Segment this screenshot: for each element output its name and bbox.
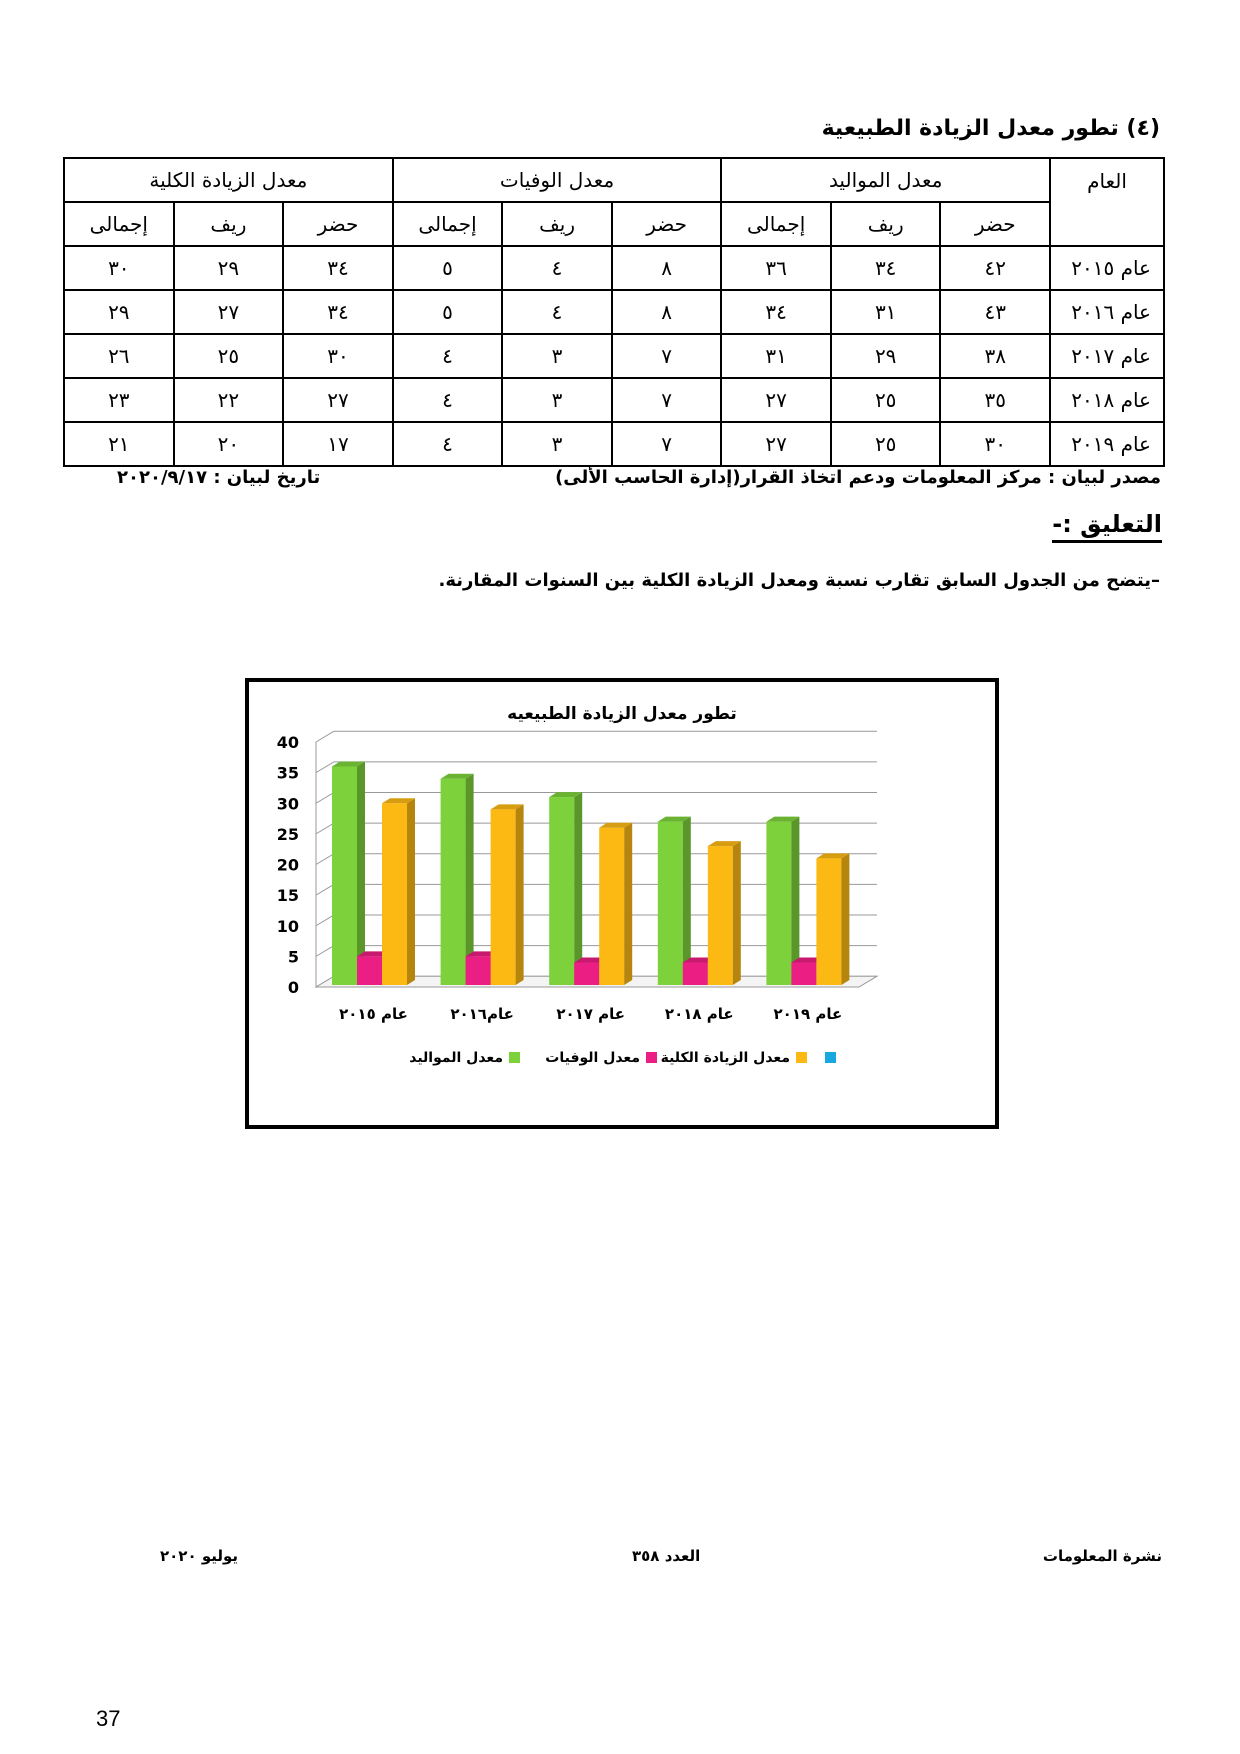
table-subheader-row [64,202,1164,246]
table-cell: ٨ [612,290,722,334]
chart-title: تطور معدل الزيادة الطبيعيه [507,704,737,724]
table-cell: ٤ [393,378,503,422]
grid-line [316,823,334,834]
bar-side [624,823,632,985]
table-cell: ٤ [502,290,612,334]
comment-text: –يتضح من الجدول السابق تقارب نسبة ومعدل الزيادة الكلية بين السنوات المقارنة. [438,570,1160,591]
table-cell: ٢٢ [174,378,284,422]
table-cell: ٤ [393,334,503,378]
row-year: عام ٢٠١٥ [1050,246,1164,290]
grid-line [316,915,334,926]
table-cell: ٧ [612,378,722,422]
footer-issue: العدد ٣٥٨ [632,1547,701,1565]
subheader-total: إجمالى [64,202,174,246]
legend-label: معدل المواليد [409,1050,503,1066]
y-tick-label: 40 [276,733,299,752]
grid-line [316,762,334,773]
table-row [64,290,1164,334]
group-header-births: معدل المواليد [721,158,1050,202]
table-cell: ٤٣ [940,290,1050,334]
table-cell: ٣٦ [721,246,831,290]
bar [658,817,691,985]
table-cell: ١٧ [283,422,393,466]
table-cell: ٧ [612,422,722,466]
subheader-urban: حضر [283,202,393,246]
subheader-urban: حضر [612,202,722,246]
bar [816,853,849,985]
subheader-urban: حضر [940,202,1050,246]
table-cell: ٣٠ [940,422,1050,466]
bar-front [708,846,733,985]
bar-front [491,809,516,985]
bar [441,774,474,985]
bar-front [382,803,407,985]
table-cell: ٣٤ [283,290,393,334]
bar-front [441,779,466,985]
table-cell: ٣٥ [940,378,1050,422]
table-cell: ٣٨ [940,334,1050,378]
table-cell: ٣٤ [831,246,941,290]
x-tick-label: عام ٢٠١٧ [556,1005,626,1023]
bar [491,804,524,985]
y-tick-label: 30 [276,794,299,814]
table-cell: ٢٧ [174,290,284,334]
x-tick-label: عام ٢٠١٨ [664,1005,734,1023]
legend-swatch [509,1052,520,1063]
natural-increase-chart [249,682,995,1125]
chart-bars [332,762,849,986]
table-cell: ٢٣ [64,378,174,422]
table-cell: ٣٠ [64,246,174,290]
table-cell: ٥ [393,290,503,334]
natural-increase-table [63,157,1165,467]
table-cell: ٢٥ [174,334,284,378]
table-cell: ٣٤ [283,246,393,290]
group-header-deaths: معدل الوفيات [393,158,722,202]
table-cell: ٣٠ [283,334,393,378]
table-cell: ٥ [393,246,503,290]
bar [549,792,582,985]
table-cell: ٢٩ [831,334,941,378]
grid-line [316,884,334,895]
grid-line [316,854,334,865]
bar [332,762,365,986]
table-row [64,422,1164,466]
bar-front [816,858,841,985]
table-row [64,334,1164,378]
table-cell: ٢٧ [721,422,831,466]
bar-front [332,767,357,986]
table-cell: ٢١ [64,422,174,466]
table-cell: ٣ [502,334,612,378]
group-header-total-increase: معدل الزيادة الكلية [64,158,393,202]
bar-front [549,797,574,985]
y-tick-label: 35 [276,763,299,783]
table-cell: ٢٩ [64,290,174,334]
table-header-row [64,158,1164,202]
bar-front [357,956,382,985]
x-tick-label: عام٢٠١٦ [450,1005,514,1023]
chart-frame [245,678,999,1129]
bar-side [357,762,365,986]
table-cell: ٢٩ [174,246,284,290]
table-row [64,246,1164,290]
page-number: 37 [96,1706,121,1731]
bar-front [658,822,683,985]
bar-side [407,798,415,985]
table-cell: ٤ [502,246,612,290]
row-year: عام ٢٠١٩ [1050,422,1164,466]
subheader-rural: ريف [831,202,941,246]
table-cell: ٧ [612,334,722,378]
y-axis-ticks [277,733,299,997]
bar-side [516,804,524,985]
table-cell: ٢٦ [64,334,174,378]
legend-label: معدل الوفيات [545,1050,640,1066]
grid-line [316,946,334,957]
row-year: عام ٢٠١٨ [1050,378,1164,422]
bar [766,817,799,985]
table-cell: ٢٧ [283,378,393,422]
y-tick-label: 25 [276,824,299,844]
bar-front [766,822,791,985]
table-cell: ٣٤ [721,290,831,334]
bar [599,823,632,985]
x-tick-label: عام ٢٠١٩ [773,1005,843,1023]
bar-front [574,963,599,986]
row-year: عام ٢٠١٦ [1050,290,1164,334]
bar-front [791,963,816,986]
legend-label: معدل الزيادة الكلية [660,1050,790,1066]
y-tick-label: 10 [276,916,299,936]
row-year: عام ٢٠١٧ [1050,334,1164,378]
bar-side [733,841,741,985]
grid-line [316,731,334,742]
table-cell: ٤٢ [940,246,1050,290]
table-cell: ٣ [502,378,612,422]
table-cell: ٢٧ [721,378,831,422]
table-cell: ٣١ [721,334,831,378]
bar-front [599,828,624,985]
bar-side [841,853,849,985]
table-cell: ٤ [393,422,503,466]
x-tick-label: عام ٢٠١٥ [339,1005,408,1023]
subheader-total: إجمالى [393,202,503,246]
table-cell: ٢٠ [174,422,284,466]
source-note: مصدر لبيان : مركز المعلومات ودعم اتخاذ القرار(إدارة الحاسب الألى) [555,467,1161,488]
legend-swatch [796,1052,807,1063]
footer-publication: نشرة المعلومات [1042,1547,1162,1565]
table-cell: ٢٥ [831,378,941,422]
y-tick-label: 5 [287,947,299,967]
y-tick-label: 15 [276,886,299,906]
table-cell: ٨ [612,246,722,290]
table-cell: ٢٥ [831,422,941,466]
subheader-rural: ريف [502,202,612,246]
bar-front [683,963,708,986]
bar [708,841,741,985]
legend-swatch [646,1052,657,1063]
subheader-total: إجمالى [721,202,831,246]
comment-heading: التعليق :- [1052,510,1162,543]
table-row [64,378,1164,422]
date-note: تاريخ لبيان : ٢٠٢٠/٩/١٧ [117,467,321,488]
x-axis-labels [339,1005,842,1023]
footer-date: يوليو ٢٠٢٠ [160,1547,239,1565]
bar-front [466,956,491,985]
section-title: (٤) تطور معدل الزيادة الطبيعية [821,116,1160,141]
chart-legend [409,1050,836,1066]
y-tick-label: 0 [287,978,299,997]
year-header: العام [1050,158,1164,246]
legend-swatch [825,1052,836,1063]
bar [382,798,415,985]
table-cell: ٣ [502,422,612,466]
bar-side [574,792,582,985]
subheader-rural: ريف [174,202,284,246]
grid-line [316,792,334,803]
table-cell: ٣١ [831,290,941,334]
y-tick-label: 20 [276,855,299,875]
